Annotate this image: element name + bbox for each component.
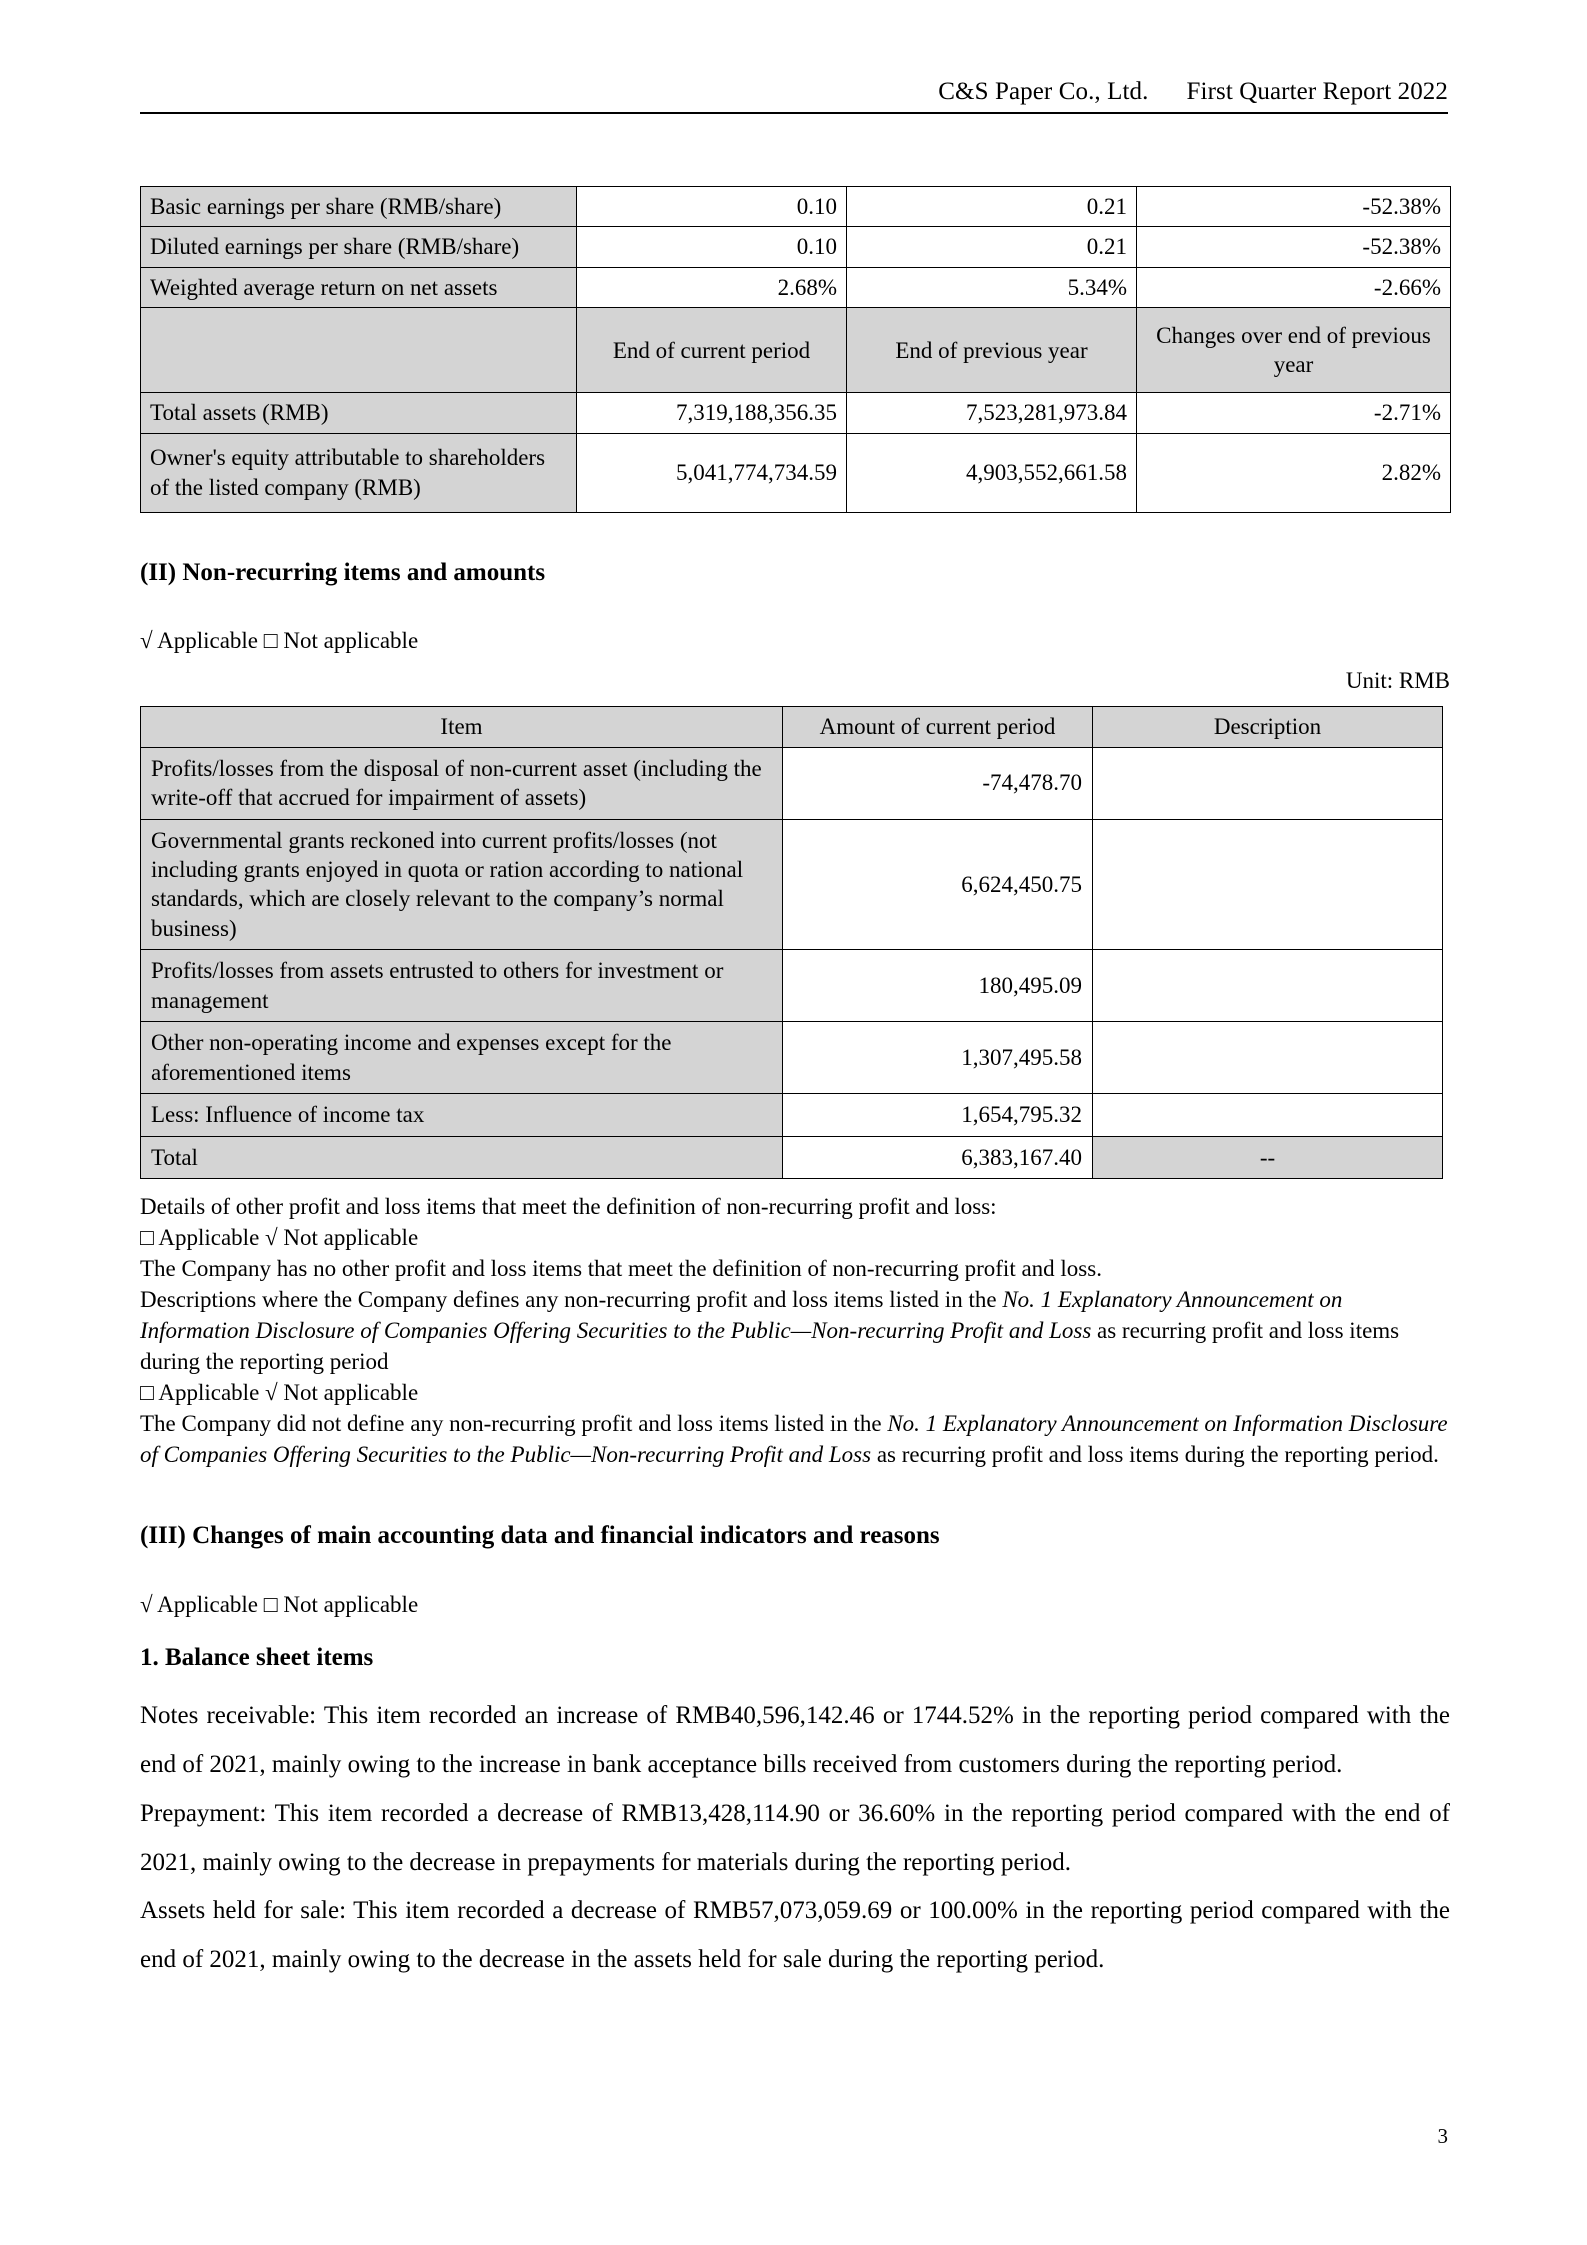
row-current-value: 5,041,774,734.59 bbox=[577, 433, 847, 512]
section-2-applicability: √ Applicable □ Not applicable bbox=[140, 628, 419, 654]
page-content bbox=[140, 186, 1450, 1985]
table-row bbox=[141, 1022, 1443, 1094]
row-description bbox=[1093, 819, 1443, 950]
descriptions-part-1: Descriptions where the Company defines any non-recurring profit and loss items listed in the bbox=[140, 1287, 1003, 1313]
row-item-label: Total bbox=[141, 1136, 783, 1178]
row-label: Owner's equity attributable to shareholders of the listed company (RMB) bbox=[141, 433, 577, 512]
subheader-changes-over-end-previous-year: Changes over end of previous year bbox=[1137, 308, 1451, 393]
row-label: Weighted average return on net assets bbox=[141, 267, 577, 307]
row-change-value: -2.71% bbox=[1137, 393, 1451, 433]
descriptions-applicability: □ Applicable √ Not applicable bbox=[140, 1380, 419, 1406]
table-row bbox=[141, 187, 1451, 227]
section-2-heading: (II) Non-recurring items and amounts bbox=[140, 558, 546, 586]
table-row bbox=[141, 819, 1443, 950]
subheader-blank-cell bbox=[141, 308, 577, 393]
row-change-value: -52.38% bbox=[1137, 227, 1451, 267]
row-change-value: 2.82% bbox=[1137, 433, 1451, 512]
row-amount: 6,383,167.40 bbox=[783, 1136, 1093, 1178]
row-label: Diluted earnings per share (RMB/share) bbox=[141, 227, 577, 267]
row-amount: 1,654,795.32 bbox=[783, 1094, 1093, 1136]
subheader-end-current-period: End of current period bbox=[577, 308, 847, 393]
row-current-value: 0.10 bbox=[577, 227, 847, 267]
header-divider bbox=[140, 112, 1448, 114]
table-row bbox=[141, 227, 1451, 267]
table-row bbox=[141, 747, 1443, 819]
balance-sheet-paragraph: Assets held for sale: This item recorded a decrease of RMB57,073,059.69 or 100.00% in the reporting period compared with the end of 2021, mainly owing to the decrease in the assets held for sale during the reporting period. bbox=[140, 1897, 1450, 1974]
row-amount: 6,624,450.75 bbox=[783, 819, 1093, 950]
header-report-title: First Quarter Report 2022 bbox=[1186, 78, 1448, 105]
row-label: Basic earnings per share (RMB/share) bbox=[141, 187, 577, 227]
row-amount: 180,495.09 bbox=[783, 950, 1093, 1022]
row-description bbox=[1093, 1022, 1443, 1094]
column-header-item: Item bbox=[141, 707, 783, 747]
row-previous-value: 7,523,281,973.84 bbox=[847, 393, 1137, 433]
row-previous-value: 0.21 bbox=[847, 187, 1137, 227]
descriptions-paragraph bbox=[140, 1284, 1450, 1377]
did-not-define-part-2: as recurring profit and loss items during the reporting period. bbox=[871, 1442, 1439, 1468]
did-not-define-italic-title: No. 1 Explanatory Announcement on Information Disclosure of Companies Offering Securities to the Public—Non-recurring Profit and Loss bbox=[140, 1411, 1448, 1468]
details-lead-text: Details of other profit and loss items that meet the definition of non-recurring profit and loss: bbox=[140, 1193, 997, 1219]
row-amount: -74,478.70 bbox=[783, 747, 1093, 819]
details-applicability: □ Applicable √ Not applicable bbox=[140, 1225, 419, 1251]
table-total-row bbox=[141, 1136, 1443, 1178]
row-previous-value: 0.21 bbox=[847, 227, 1137, 267]
row-item-label: Less: Influence of income tax bbox=[141, 1094, 783, 1136]
column-header-description: Description bbox=[1093, 707, 1443, 747]
table-subheader-row bbox=[141, 308, 1451, 393]
section-3-heading: (III) Changes of main accounting data and financial indicators and reasons bbox=[140, 1522, 940, 1550]
balance-sheet-paragraph: Prepayment: This item recorded a decrease of RMB13,428,114.90 or 36.60% in the reporting period compared with the end of 2021, mainly owing to the decrease in prepayments for materials during the reporting period. bbox=[140, 1799, 1450, 1876]
table-row bbox=[141, 1094, 1443, 1136]
row-item-label: Profits/losses from assets entrusted to others for investment or management bbox=[141, 950, 783, 1022]
row-change-value: -52.38% bbox=[1137, 187, 1451, 227]
column-header-amount: Amount of current period bbox=[783, 707, 1093, 747]
section-3-subheading-1: 1. Balance sheet items bbox=[140, 1643, 374, 1671]
unit-label: Unit: RMB bbox=[1345, 668, 1450, 694]
details-statement: The Company has no other profit and loss items that meet the definition of non-recurring profit and loss. bbox=[140, 1256, 1102, 1282]
table-row bbox=[141, 950, 1443, 1022]
table-row bbox=[141, 393, 1451, 433]
row-previous-value: 4,903,552,661.58 bbox=[847, 433, 1137, 512]
row-item-label: Profits/losses from the disposal of non-current asset (including the write-off that accrued for impairment of assets) bbox=[141, 747, 783, 819]
row-item-label: Governmental grants reckoned into current profits/losses (not including grants enjoyed in quota or ration according to national standards, which are closely relevant to the company’s normal business) bbox=[141, 819, 783, 950]
row-description: -- bbox=[1093, 1136, 1443, 1178]
balance-sheet-paragraph: Notes receivable: This item recorded an increase of RMB40,596,142.46 or 1744.52% in the reporting period compared with the end of 2021, mainly owing to the increase in bank acceptance bills received from customers during the reporting period. bbox=[140, 1702, 1450, 1779]
row-item-label: Other non-operating income and expenses except for the aforementioned items bbox=[141, 1022, 783, 1094]
non-recurring-items-table bbox=[140, 706, 1443, 1179]
table-row bbox=[141, 267, 1451, 307]
did-not-define-paragraph bbox=[140, 1408, 1450, 1470]
row-description bbox=[1093, 950, 1443, 1022]
descriptions-part-2: as recurring profit and loss items during the reporting period bbox=[140, 1318, 1400, 1375]
table-header-row bbox=[141, 707, 1443, 747]
row-description bbox=[1093, 747, 1443, 819]
header-text-line bbox=[140, 78, 1448, 112]
section-3-applicability: √ Applicable □ Not applicable bbox=[140, 1591, 419, 1617]
descriptions-italic-title: No. 1 Explanatory Announcement on Information Disclosure of Companies Offering Securities to the Public—Non-recurring Profit and Loss bbox=[140, 1287, 1343, 1344]
subheader-end-previous-year: End of previous year bbox=[847, 308, 1137, 393]
row-change-value: -2.66% bbox=[1137, 267, 1451, 307]
row-current-value: 0.10 bbox=[577, 187, 847, 227]
row-current-value: 7,319,188,356.35 bbox=[577, 393, 847, 433]
row-previous-value: 5.34% bbox=[847, 267, 1137, 307]
row-current-value: 2.68% bbox=[577, 267, 847, 307]
header-company-name: C&S Paper Co., Ltd. bbox=[938, 78, 1149, 105]
row-label: Total assets (RMB) bbox=[141, 393, 577, 433]
financial-summary-table bbox=[140, 186, 1451, 513]
page-header bbox=[140, 78, 1448, 114]
table-row bbox=[141, 433, 1451, 512]
row-description bbox=[1093, 1094, 1443, 1136]
did-not-define-part-1: The Company did not define any non-recurring profit and loss items listed in the bbox=[140, 1411, 888, 1437]
row-amount: 1,307,495.58 bbox=[783, 1022, 1093, 1094]
page-number: 3 bbox=[1437, 2124, 1448, 2148]
